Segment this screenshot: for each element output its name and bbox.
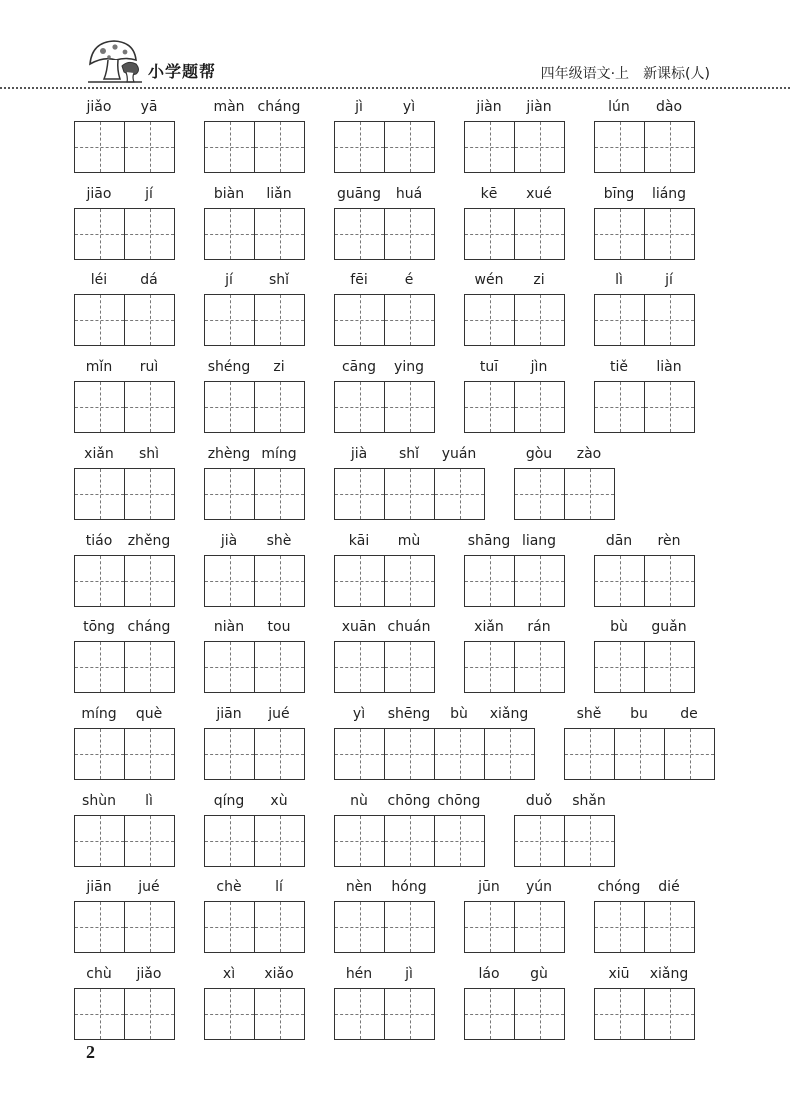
- tianzige-cell[interactable]: [644, 556, 694, 606]
- tianzige-cell[interactable]: [465, 556, 514, 606]
- writing-boxes: [204, 641, 305, 693]
- tianzige-cell[interactable]: [434, 469, 484, 519]
- tianzige-cell[interactable]: [254, 122, 304, 172]
- tianzige-cell[interactable]: [335, 642, 384, 692]
- pinyin-syllable: lì: [615, 272, 623, 288]
- pinyin-syllable: nèn: [345, 879, 373, 895]
- tianzige-cell[interactable]: [75, 382, 124, 432]
- tianzige-cell[interactable]: [434, 729, 484, 779]
- pinyin-syllable: shè: [266, 533, 292, 549]
- writing-boxes: [594, 208, 695, 260]
- tianzige-cell[interactable]: [254, 729, 304, 779]
- writing-boxes: [204, 901, 305, 953]
- pinyin-syllable: chóng: [597, 879, 641, 895]
- tianzige-cell[interactable]: [205, 469, 254, 519]
- pinyin-syllable: rán: [527, 619, 551, 635]
- tianzige-cell[interactable]: [205, 902, 254, 952]
- pinyin-syllable: xuān: [341, 619, 377, 635]
- writing-boxes: [74, 815, 175, 867]
- tianzige-cell[interactable]: [124, 556, 174, 606]
- tianzige-cell[interactable]: [384, 556, 434, 606]
- pinyin-syllable: xiǎng: [489, 706, 529, 722]
- pinyin-syllable: jì: [405, 966, 413, 982]
- pinyin-syllable: zhěng: [127, 533, 171, 549]
- tianzige-cell[interactable]: [75, 989, 124, 1039]
- pinyin-syllable: chè: [216, 879, 242, 895]
- pinyin-syllable: lí: [275, 879, 283, 895]
- writing-boxes: [74, 641, 175, 693]
- pinyin-syllable: biàn: [213, 186, 245, 202]
- writing-boxes: [74, 468, 175, 520]
- tianzige-cell[interactable]: [465, 382, 514, 432]
- tianzige-cell[interactable]: [465, 122, 514, 172]
- tianzige-cell[interactable]: [124, 122, 174, 172]
- tianzige-cell[interactable]: [595, 295, 644, 345]
- pinyin-syllable: chōng: [387, 793, 431, 809]
- writing-boxes: [564, 728, 715, 780]
- pinyin-syllable: jià: [220, 533, 238, 549]
- pinyin-syllable: xiǎn: [474, 619, 504, 635]
- pinyin-syllable: yuán: [441, 446, 477, 462]
- writing-boxes: [464, 641, 565, 693]
- tianzige-cell[interactable]: [335, 209, 384, 259]
- pinyin-syllable: ruì: [139, 359, 159, 375]
- pinyin-syllable: liàn: [656, 359, 682, 375]
- pinyin-syllable: fēi: [350, 272, 368, 288]
- tianzige-cell[interactable]: [335, 902, 384, 952]
- pinyin-syllable: shǎn: [572, 793, 606, 809]
- tianzige-cell[interactable]: [564, 816, 614, 866]
- pinyin-syllable: duǒ: [525, 793, 553, 809]
- pinyin-syllable: bu: [630, 706, 648, 722]
- tianzige-cell[interactable]: [644, 122, 694, 172]
- pinyin-syllable: tuī: [479, 359, 499, 375]
- tianzige-cell[interactable]: [644, 209, 694, 259]
- tianzige-cell[interactable]: [335, 382, 384, 432]
- tianzige-cell[interactable]: [205, 382, 254, 432]
- pinyin-syllable: chuán: [387, 619, 431, 635]
- tianzige-cell[interactable]: [335, 556, 384, 606]
- writing-boxes: [334, 641, 435, 693]
- tianzige-cell[interactable]: [254, 295, 304, 345]
- pinyin-syllable: jiǎo: [136, 966, 162, 982]
- pinyin-syllable: shéng: [207, 359, 251, 375]
- writing-boxes: [334, 555, 435, 607]
- tianzige-cell[interactable]: [75, 556, 124, 606]
- tianzige-cell[interactable]: [335, 295, 384, 345]
- pinyin-syllable: de: [680, 706, 698, 722]
- brand-title: 小学题帮: [148, 62, 217, 81]
- tianzige-cell[interactable]: [384, 295, 434, 345]
- writing-boxes: [594, 901, 695, 953]
- tianzige-cell[interactable]: [75, 902, 124, 952]
- pinyin-syllable: jí: [665, 272, 673, 288]
- tianzige-cell[interactable]: [254, 642, 304, 692]
- tianzige-cell[interactable]: [205, 122, 254, 172]
- writing-boxes: [204, 728, 305, 780]
- pinyin-syllable: lún: [608, 99, 630, 115]
- writing-boxes: [204, 815, 305, 867]
- pinyin-syllable: rèn: [657, 533, 681, 549]
- tianzige-cell[interactable]: [335, 122, 384, 172]
- pinyin-syllable: yā: [140, 99, 158, 115]
- tianzige-cell[interactable]: [514, 556, 564, 606]
- writing-boxes: [594, 294, 695, 346]
- pinyin-syllable: cháng: [257, 99, 301, 115]
- pinyin-syllable: jìn: [530, 359, 548, 375]
- pinyin-syllable: yì: [402, 99, 416, 115]
- tianzige-cell[interactable]: [514, 295, 564, 345]
- tianzige-cell[interactable]: [124, 902, 174, 952]
- writing-boxes: [334, 208, 435, 260]
- tianzige-cell[interactable]: [514, 902, 564, 952]
- tianzige-cell[interactable]: [75, 122, 124, 172]
- writing-boxes: [204, 988, 305, 1040]
- tianzige-cell[interactable]: [384, 902, 434, 952]
- tianzige-cell[interactable]: [124, 469, 174, 519]
- writing-boxes: [74, 555, 175, 607]
- pinyin-syllable: kē: [480, 186, 498, 202]
- writing-boxes: [334, 988, 435, 1040]
- pinyin-syllable: jì: [355, 99, 363, 115]
- tianzige-cell[interactable]: [75, 816, 124, 866]
- tianzige-cell[interactable]: [595, 556, 644, 606]
- pinyin-syllable: shùn: [82, 793, 116, 809]
- pinyin-syllable: niàn: [213, 619, 245, 635]
- pinyin-syllable: jí: [145, 186, 153, 202]
- pinyin-syllable: cháng: [127, 619, 171, 635]
- tianzige-cell[interactable]: [75, 469, 124, 519]
- grade-subject-label: 四年级语文·上: [540, 66, 630, 82]
- writing-boxes: [464, 555, 565, 607]
- writing-boxes: [74, 728, 175, 780]
- tianzige-cell[interactable]: [205, 729, 254, 779]
- pinyin-syllable: kāi: [348, 533, 370, 549]
- writing-boxes: [464, 294, 565, 346]
- writing-boxes: [514, 468, 615, 520]
- pinyin-syllable: tōng: [83, 619, 115, 635]
- pinyin-syllable: míng: [261, 446, 297, 462]
- tianzige-cell[interactable]: [75, 642, 124, 692]
- tianzige-cell[interactable]: [514, 382, 564, 432]
- pinyin-syllable: liáng: [651, 186, 687, 202]
- pinyin-syllable: jiān: [86, 879, 112, 895]
- tianzige-cell[interactable]: [205, 556, 254, 606]
- tianzige-cell[interactable]: [254, 989, 304, 1039]
- writing-boxes: [74, 381, 175, 433]
- writing-boxes: [464, 901, 565, 953]
- pinyin-syllable: xiǎng: [649, 966, 689, 982]
- tianzige-cell[interactable]: [254, 902, 304, 952]
- pinyin-syllable: wén: [474, 272, 504, 288]
- writing-boxes: [204, 468, 305, 520]
- tianzige-cell[interactable]: [384, 209, 434, 259]
- writing-boxes: [204, 294, 305, 346]
- pinyin-syllable: nù: [350, 793, 368, 809]
- writing-boxes: [334, 468, 485, 520]
- writing-boxes: [594, 641, 695, 693]
- writing-boxes: [204, 121, 305, 173]
- tianzige-cell[interactable]: [644, 902, 694, 952]
- pinyin-syllable: jiàn: [526, 99, 552, 115]
- pinyin-syllable: gù: [530, 966, 548, 982]
- pinyin-syllable: jiān: [216, 706, 242, 722]
- tianzige-cell[interactable]: [254, 556, 304, 606]
- pinyin-syllable: zi: [533, 272, 545, 288]
- pinyin-syllable: ying: [394, 359, 424, 375]
- tianzige-cell[interactable]: [124, 642, 174, 692]
- pinyin-syllable: xué: [526, 186, 552, 202]
- tianzige-cell[interactable]: [335, 989, 384, 1039]
- tianzige-cell[interactable]: [644, 642, 694, 692]
- tianzige-cell[interactable]: [124, 989, 174, 1039]
- pinyin-syllable: shì: [138, 446, 160, 462]
- pinyin-syllable: zào: [576, 446, 602, 462]
- tianzige-cell[interactable]: [254, 469, 304, 519]
- pinyin-syllable: zi: [273, 359, 285, 375]
- pinyin-syllable: chù: [86, 966, 112, 982]
- tianzige-cell[interactable]: [124, 729, 174, 779]
- tianzige-cell[interactable]: [514, 122, 564, 172]
- pinyin-syllable: jià: [350, 446, 368, 462]
- pinyin-syllable: chōng: [437, 793, 481, 809]
- pinyin-syllable: cāng: [341, 359, 377, 375]
- tianzige-cell[interactable]: [254, 816, 304, 866]
- tianzige-cell[interactable]: [205, 816, 254, 866]
- pinyin-syllable: shǐ: [398, 446, 420, 462]
- tianzige-cell[interactable]: [124, 816, 174, 866]
- pinyin-syllable: xù: [270, 793, 288, 809]
- pinyin-syllable: tiě: [610, 359, 628, 375]
- pinyin-syllable: xiǎn: [84, 446, 114, 462]
- pinyin-syllable: mù: [397, 533, 421, 549]
- tianzige-cell[interactable]: [644, 295, 694, 345]
- pinyin-syllable: lì: [145, 793, 153, 809]
- pinyin-syllable: léi: [90, 272, 108, 288]
- writing-boxes: [594, 121, 695, 173]
- writing-boxes: [464, 988, 565, 1040]
- writing-boxes: [74, 208, 175, 260]
- tianzige-cell[interactable]: [465, 989, 514, 1039]
- pinyin-syllable: bīng: [603, 186, 635, 202]
- pinyin-syllable: hóng: [391, 879, 427, 895]
- pinyin-syllable: shǐ: [268, 272, 290, 288]
- pinyin-syllable: zhèng: [207, 446, 251, 462]
- tianzige-cell[interactable]: [564, 469, 614, 519]
- tianzige-cell[interactable]: [205, 209, 254, 259]
- pinyin-syllable: jūn: [478, 879, 500, 895]
- tianzige-cell[interactable]: [384, 642, 434, 692]
- edition-label: 新课标(人): [643, 66, 710, 82]
- tianzige-cell[interactable]: [595, 642, 644, 692]
- tianzige-cell[interactable]: [515, 469, 564, 519]
- tianzige-cell[interactable]: [254, 209, 304, 259]
- tianzige-cell[interactable]: [644, 989, 694, 1039]
- tianzige-cell[interactable]: [465, 295, 514, 345]
- pinyin-syllable: qíng: [213, 793, 245, 809]
- tianzige-cell[interactable]: [254, 382, 304, 432]
- writing-boxes: [514, 815, 615, 867]
- pinyin-syllable: jiǎo: [86, 99, 112, 115]
- tianzige-cell[interactable]: [565, 729, 614, 779]
- tianzige-cell[interactable]: [384, 382, 434, 432]
- pinyin-syllable: màn: [213, 99, 245, 115]
- tianzige-cell[interactable]: [335, 469, 384, 519]
- pinyin-syllable: guāng: [336, 186, 382, 202]
- tianzige-cell[interactable]: [465, 642, 514, 692]
- writing-boxes: [464, 208, 565, 260]
- tianzige-cell[interactable]: [515, 816, 564, 866]
- tianzige-cell[interactable]: [595, 902, 644, 952]
- pinyin-syllable: liǎn: [266, 186, 292, 202]
- pinyin-syllable: dào: [655, 99, 683, 115]
- pinyin-syllable: é: [404, 272, 414, 288]
- pinyin-syllable: yì: [352, 706, 366, 722]
- writing-boxes: [464, 381, 565, 433]
- pinyin-syllable: hén: [345, 966, 373, 982]
- pinyin-syllable: jué: [268, 706, 290, 722]
- tianzige-cell[interactable]: [514, 989, 564, 1039]
- writing-boxes: [334, 901, 435, 953]
- page-number: 2: [86, 1042, 95, 1062]
- writing-boxes: [74, 294, 175, 346]
- tianzige-cell[interactable]: [595, 209, 644, 259]
- pinyin-syllable: xì: [222, 966, 236, 982]
- pinyin-syllable: xiū: [608, 966, 630, 982]
- writing-boxes: [594, 381, 695, 433]
- pinyin-syllable: yún: [525, 879, 553, 895]
- tianzige-cell[interactable]: [595, 989, 644, 1039]
- tianzige-cell[interactable]: [124, 295, 174, 345]
- pinyin-syllable: shēng: [387, 706, 431, 722]
- pinyin-syllable: gòu: [525, 446, 553, 462]
- tianzige-cell[interactable]: [384, 122, 434, 172]
- tianzige-cell[interactable]: [384, 816, 434, 866]
- pinyin-syllable: mǐn: [85, 359, 113, 375]
- writing-boxes: [204, 381, 305, 433]
- pinyin-syllable: huá: [395, 186, 423, 202]
- tianzige-cell[interactable]: [75, 295, 124, 345]
- pinyin-syllable: jiàn: [476, 99, 502, 115]
- pinyin-syllable: tiáo: [85, 533, 113, 549]
- writing-boxes: [204, 555, 305, 607]
- tianzige-cell[interactable]: [465, 902, 514, 952]
- tianzige-cell[interactable]: [205, 989, 254, 1039]
- tianzige-cell[interactable]: [75, 729, 124, 779]
- tianzige-cell[interactable]: [384, 729, 434, 779]
- pinyin-syllable: dié: [658, 879, 680, 895]
- writing-boxes: [74, 901, 175, 953]
- pinyin-syllable: liang: [521, 533, 557, 549]
- writing-boxes: [464, 121, 565, 173]
- writing-boxes: [334, 381, 435, 433]
- writing-boxes: [334, 728, 535, 780]
- tianzige-cell[interactable]: [124, 382, 174, 432]
- pinyin-syllable: míng: [81, 706, 117, 722]
- pinyin-syllable: jiāo: [86, 186, 112, 202]
- pinyin-syllable: bù: [610, 619, 628, 635]
- tianzige-cell[interactable]: [595, 382, 644, 432]
- tianzige-cell[interactable]: [514, 642, 564, 692]
- pinyin-syllable: tou: [267, 619, 291, 635]
- tianzige-cell[interactable]: [75, 209, 124, 259]
- pinyin-syllable: dá: [140, 272, 158, 288]
- tianzige-cell[interactable]: [335, 729, 384, 779]
- pinyin-syllable: shāng: [467, 533, 511, 549]
- writing-boxes: [74, 121, 175, 173]
- tianzige-cell[interactable]: [595, 122, 644, 172]
- writing-boxes: [334, 815, 485, 867]
- tianzige-cell[interactable]: [384, 989, 434, 1039]
- tianzige-cell[interactable]: [614, 729, 664, 779]
- pinyin-syllable: jí: [225, 272, 233, 288]
- writing-boxes: [594, 555, 695, 607]
- tianzige-cell[interactable]: [434, 816, 484, 866]
- writing-boxes: [74, 988, 175, 1040]
- tianzige-cell[interactable]: [484, 729, 534, 779]
- tianzige-cell[interactable]: [664, 729, 714, 779]
- pinyin-syllable: guǎn: [651, 619, 687, 635]
- tianzige-cell[interactable]: [335, 816, 384, 866]
- pinyin-syllable: láo: [478, 966, 500, 982]
- tianzige-cell[interactable]: [384, 469, 434, 519]
- pinyin-syllable: què: [135, 706, 163, 722]
- pinyin-syllable: dān: [605, 533, 633, 549]
- writing-boxes: [594, 988, 695, 1040]
- tianzige-cell[interactable]: [124, 209, 174, 259]
- pinyin-syllable: bù: [450, 706, 468, 722]
- tianzige-cell[interactable]: [205, 642, 254, 692]
- writing-boxes: [334, 294, 435, 346]
- tianzige-cell[interactable]: [465, 209, 514, 259]
- pinyin-syllable: xiǎo: [264, 966, 294, 982]
- pinyin-syllable: shě: [576, 706, 602, 722]
- tianzige-cell[interactable]: [514, 209, 564, 259]
- tianzige-cell[interactable]: [205, 295, 254, 345]
- pinyin-syllable: jué: [138, 879, 160, 895]
- writing-boxes: [204, 208, 305, 260]
- tianzige-cell[interactable]: [644, 382, 694, 432]
- writing-boxes: [334, 121, 435, 173]
